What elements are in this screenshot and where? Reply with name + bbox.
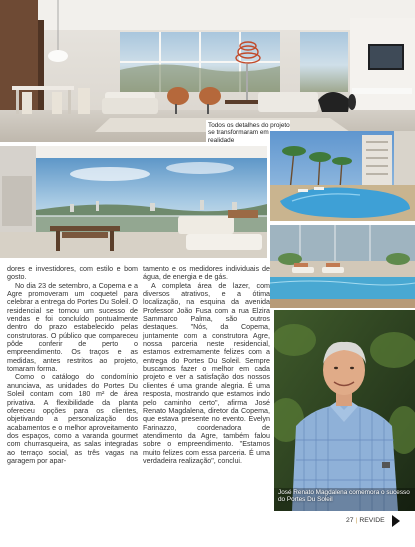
living-room-photo [0,0,415,142]
footer-separator: | [355,517,358,524]
caption-portrait: José Renato Magdalena comemora o sucesso do Portes Du Soleil [278,489,410,504]
portrait-photo [274,310,415,511]
next-page-arrow-icon [392,515,400,527]
page-number: 27 [346,517,354,524]
indoor-pool-photo [270,225,415,308]
paragraph: Como o catálogo do condomínio anunciava, as unidades do Portes Du Soleil contam com 180 m² de área privativa. A flexibilidade da planta ofereceu opções para os clientes, objetivando a personalização dos acabamentos e o melhor aproveitamento dos espaços, como a varanda gourmet com churrasqueira, as salas integradas ao terraço social, as três vagas na garagem por apar- [7,373,138,465]
article-column-2 [143,265,270,465]
paragraph: A completa área de lazer, com diversos atrativos, e a ótima localização, na esquina da avenida Professor João Fusa com a rua Elzira Sammarco Palma, são outros destaques. "Nós, da Copema, juntamente com a construtora Agre, nossa parceria neste residencial, estamos extremamente felizes com a entrega do Portes Du Soleil. Sempre buscamos fazer o melhor em cada projeto e ver a satisfação dos nossos clientes é uma grande alegria. É uma resposta, mostrando que estamos indo pelo caminho certo", afirma José Renato Magdalena, diretor da Copema, que estava presente no evento. Evelyn Farinazzo, coordenadora de atendimento da Agre, também falou sobre o empreendimento. "Estamos muito felizes com essa parceria. É uma verdadeira realização", conclui. [143,281,270,465]
caption-top-photo: Todos os detalhes do projeto se transformaram em realidade [208,122,290,144]
pool-photo [270,131,415,221]
balcony-photo [0,146,267,258]
article-column-1 [7,265,138,465]
paragraph: No dia 23 de setembro, a Copema e a Agre promoveram um coquetel para celebrar a entrega do Portes Du Soleil. O residencial se tornou um sucesso de vendas e foi concluído pontualmente dentro do prazo estabelecido pelas construtoras. O público que compareceu pôde conferir de perto o empreendimento. Os traços e as medidas, antes restritos ao projeto, tomaram forma. [7,281,138,374]
paragraph: dores e investidores, com estilo e bom gosto. [7,265,138,282]
paragraph: tamento e os medidores individuais de água, de energia e de gás. [143,265,270,282]
page-footer [346,517,385,524]
magazine-name: REVIDE [359,517,385,524]
